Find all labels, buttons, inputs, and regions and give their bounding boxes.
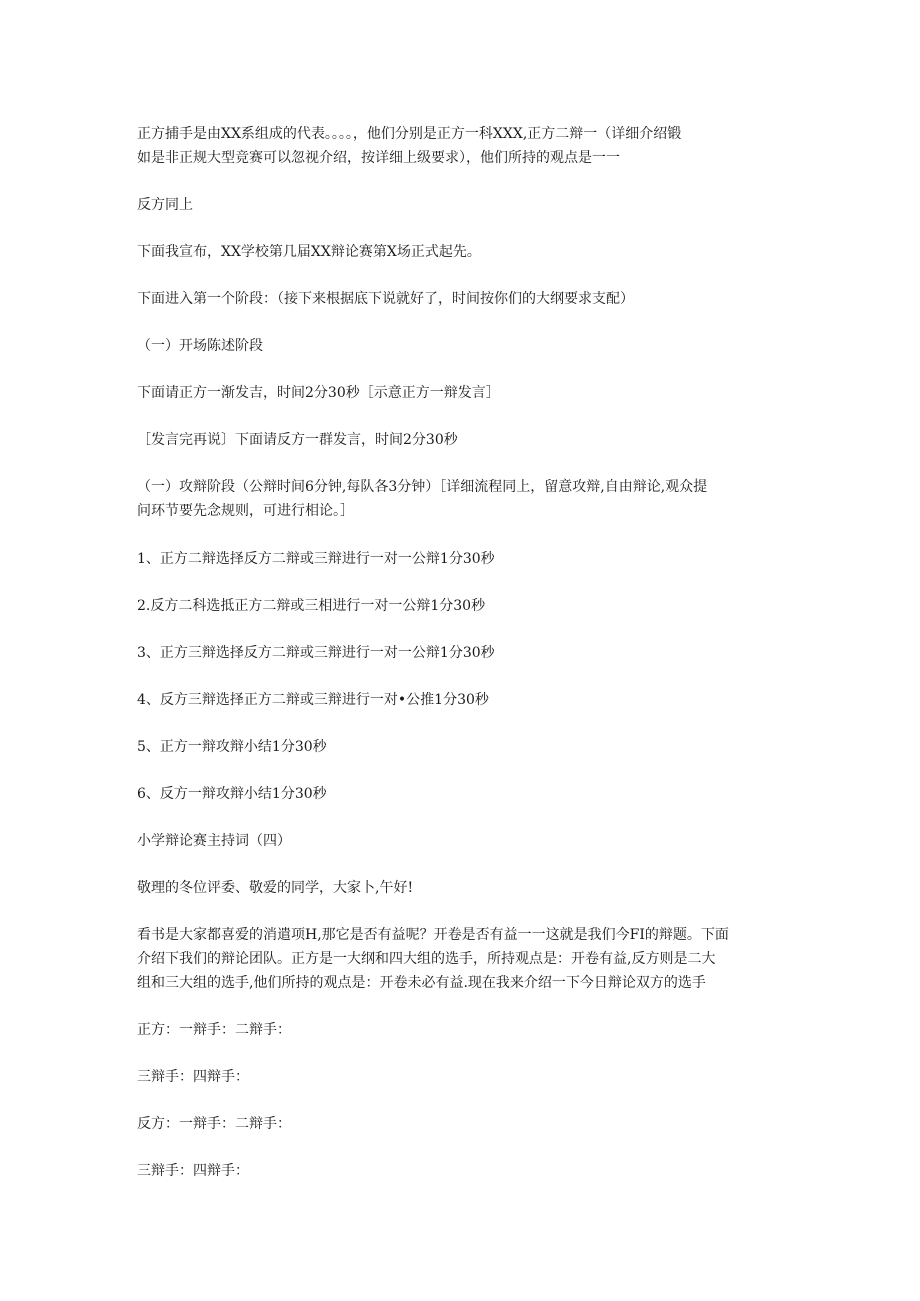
- list-item-6: [137, 782, 787, 806]
- text-line: 下面我宣布，XX学校第几届XX辩论赛第X场正式起先。: [137, 244, 481, 260]
- paragraph-opening-negative: [137, 428, 787, 452]
- paragraph-affirmative-debaters-1-2: [137, 1018, 787, 1042]
- text-line: 下面进入第一个阶段：（接下来根据底下说就好了，时间按你们的大纲要求支配）: [137, 291, 634, 307]
- paragraph-first-stage: [137, 287, 787, 311]
- text-line: 2.反方二科选抵正方二辩或三相进行一对一公辩1分30秒: [137, 598, 486, 614]
- text-line: 4、反方三辩选择正方二辩或三辩进行一对•公推1分30秒: [137, 692, 489, 708]
- paragraph-announce-start: [137, 240, 787, 264]
- paragraph-negative-debaters-1-2: [137, 1112, 787, 1136]
- text-line: 5、正方一辩攻辩小结1分30秒: [137, 739, 327, 755]
- text-line: 问环节要先念规则，可进行相论。］: [137, 503, 354, 519]
- section-heading-opening: [137, 334, 787, 358]
- text-line: 反方同上: [137, 197, 193, 213]
- heading-host-script-four: [137, 829, 787, 853]
- text-line: 看书是大家都喜爱的消遣项H,那它是否有益呢？开卷是否有益一一这就是我们今FI的辩题。下面: [137, 927, 729, 943]
- list-item-4: [137, 688, 787, 712]
- text-line: 正方捕手是由XX系组成的代表。。。。，他们分别是正方一科XXX,正方二辩一（详细介绍锻: [137, 126, 682, 142]
- paragraph-negative-debaters-3-4: [137, 1159, 787, 1183]
- text-line: 反方：一辩手：二辩手：: [137, 1116, 291, 1132]
- text-line: 敬理的冬位评委、敬爱的同学，大家卜,午好!: [137, 880, 414, 896]
- list-item-5: [137, 735, 787, 759]
- text-line: ［发言完再说〕下面请反方一群发言，时间2分30秒: [137, 432, 458, 448]
- text-line: （一）攻辩阶段（公辩时间6分钟,每队各3分钟）［详细流程同上，留意攻辩,自由辩论,观众提: [137, 479, 708, 495]
- text-line: 小学辩论赛主持词（四）: [137, 833, 291, 849]
- paragraph-negative-same: [137, 193, 787, 217]
- text-line: （一）开场陈述阶段: [137, 338, 263, 354]
- text-line: 组和三大组的选手,他们所持的观点是：开卷未必有益.现在我来介绍一下今日辩论双方的选手: [137, 975, 706, 991]
- list-item-2: [137, 594, 787, 618]
- paragraph-intro-affirmative: [137, 122, 787, 170]
- text-line: 三辩手：四辩手：: [137, 1163, 249, 1179]
- paragraph-greeting: [137, 876, 787, 900]
- paragraph-topic-intro: [137, 923, 787, 995]
- text-line: 正方：一辩手：二辩手：: [137, 1022, 291, 1038]
- text-line: 介绍下我们的辩论团队。正方是一大纲和四大组的选手，所持观点是：开卷有益,反方则是二大: [137, 951, 716, 967]
- text-line: 3、正方三辩选择反方二辩或三辩进行一对一公辩1分30秒: [137, 645, 495, 661]
- section-heading-attack: [137, 475, 787, 523]
- paragraph-affirmative-debaters-3-4: [137, 1065, 787, 1089]
- text-line: 下面请正方一渐发吉，时间2分30秒［示意正方一辩发言］: [137, 385, 500, 401]
- text-line: 6、反方一辩攻辩小结1分30秒: [137, 786, 327, 802]
- list-item-1: [137, 547, 787, 571]
- text-line: 如是非正规大型竞赛可以忽视介绍，按详细上级要求），他们所持的观点是一一: [137, 150, 620, 166]
- list-item-3: [137, 641, 787, 665]
- text-line: 1、正方二辩选择反方二辩或三辩进行一对一公辩1分30秒: [137, 551, 495, 567]
- paragraph-opening-affirmative: [137, 381, 787, 405]
- text-line: 三辩手：四辩手：: [137, 1069, 249, 1085]
